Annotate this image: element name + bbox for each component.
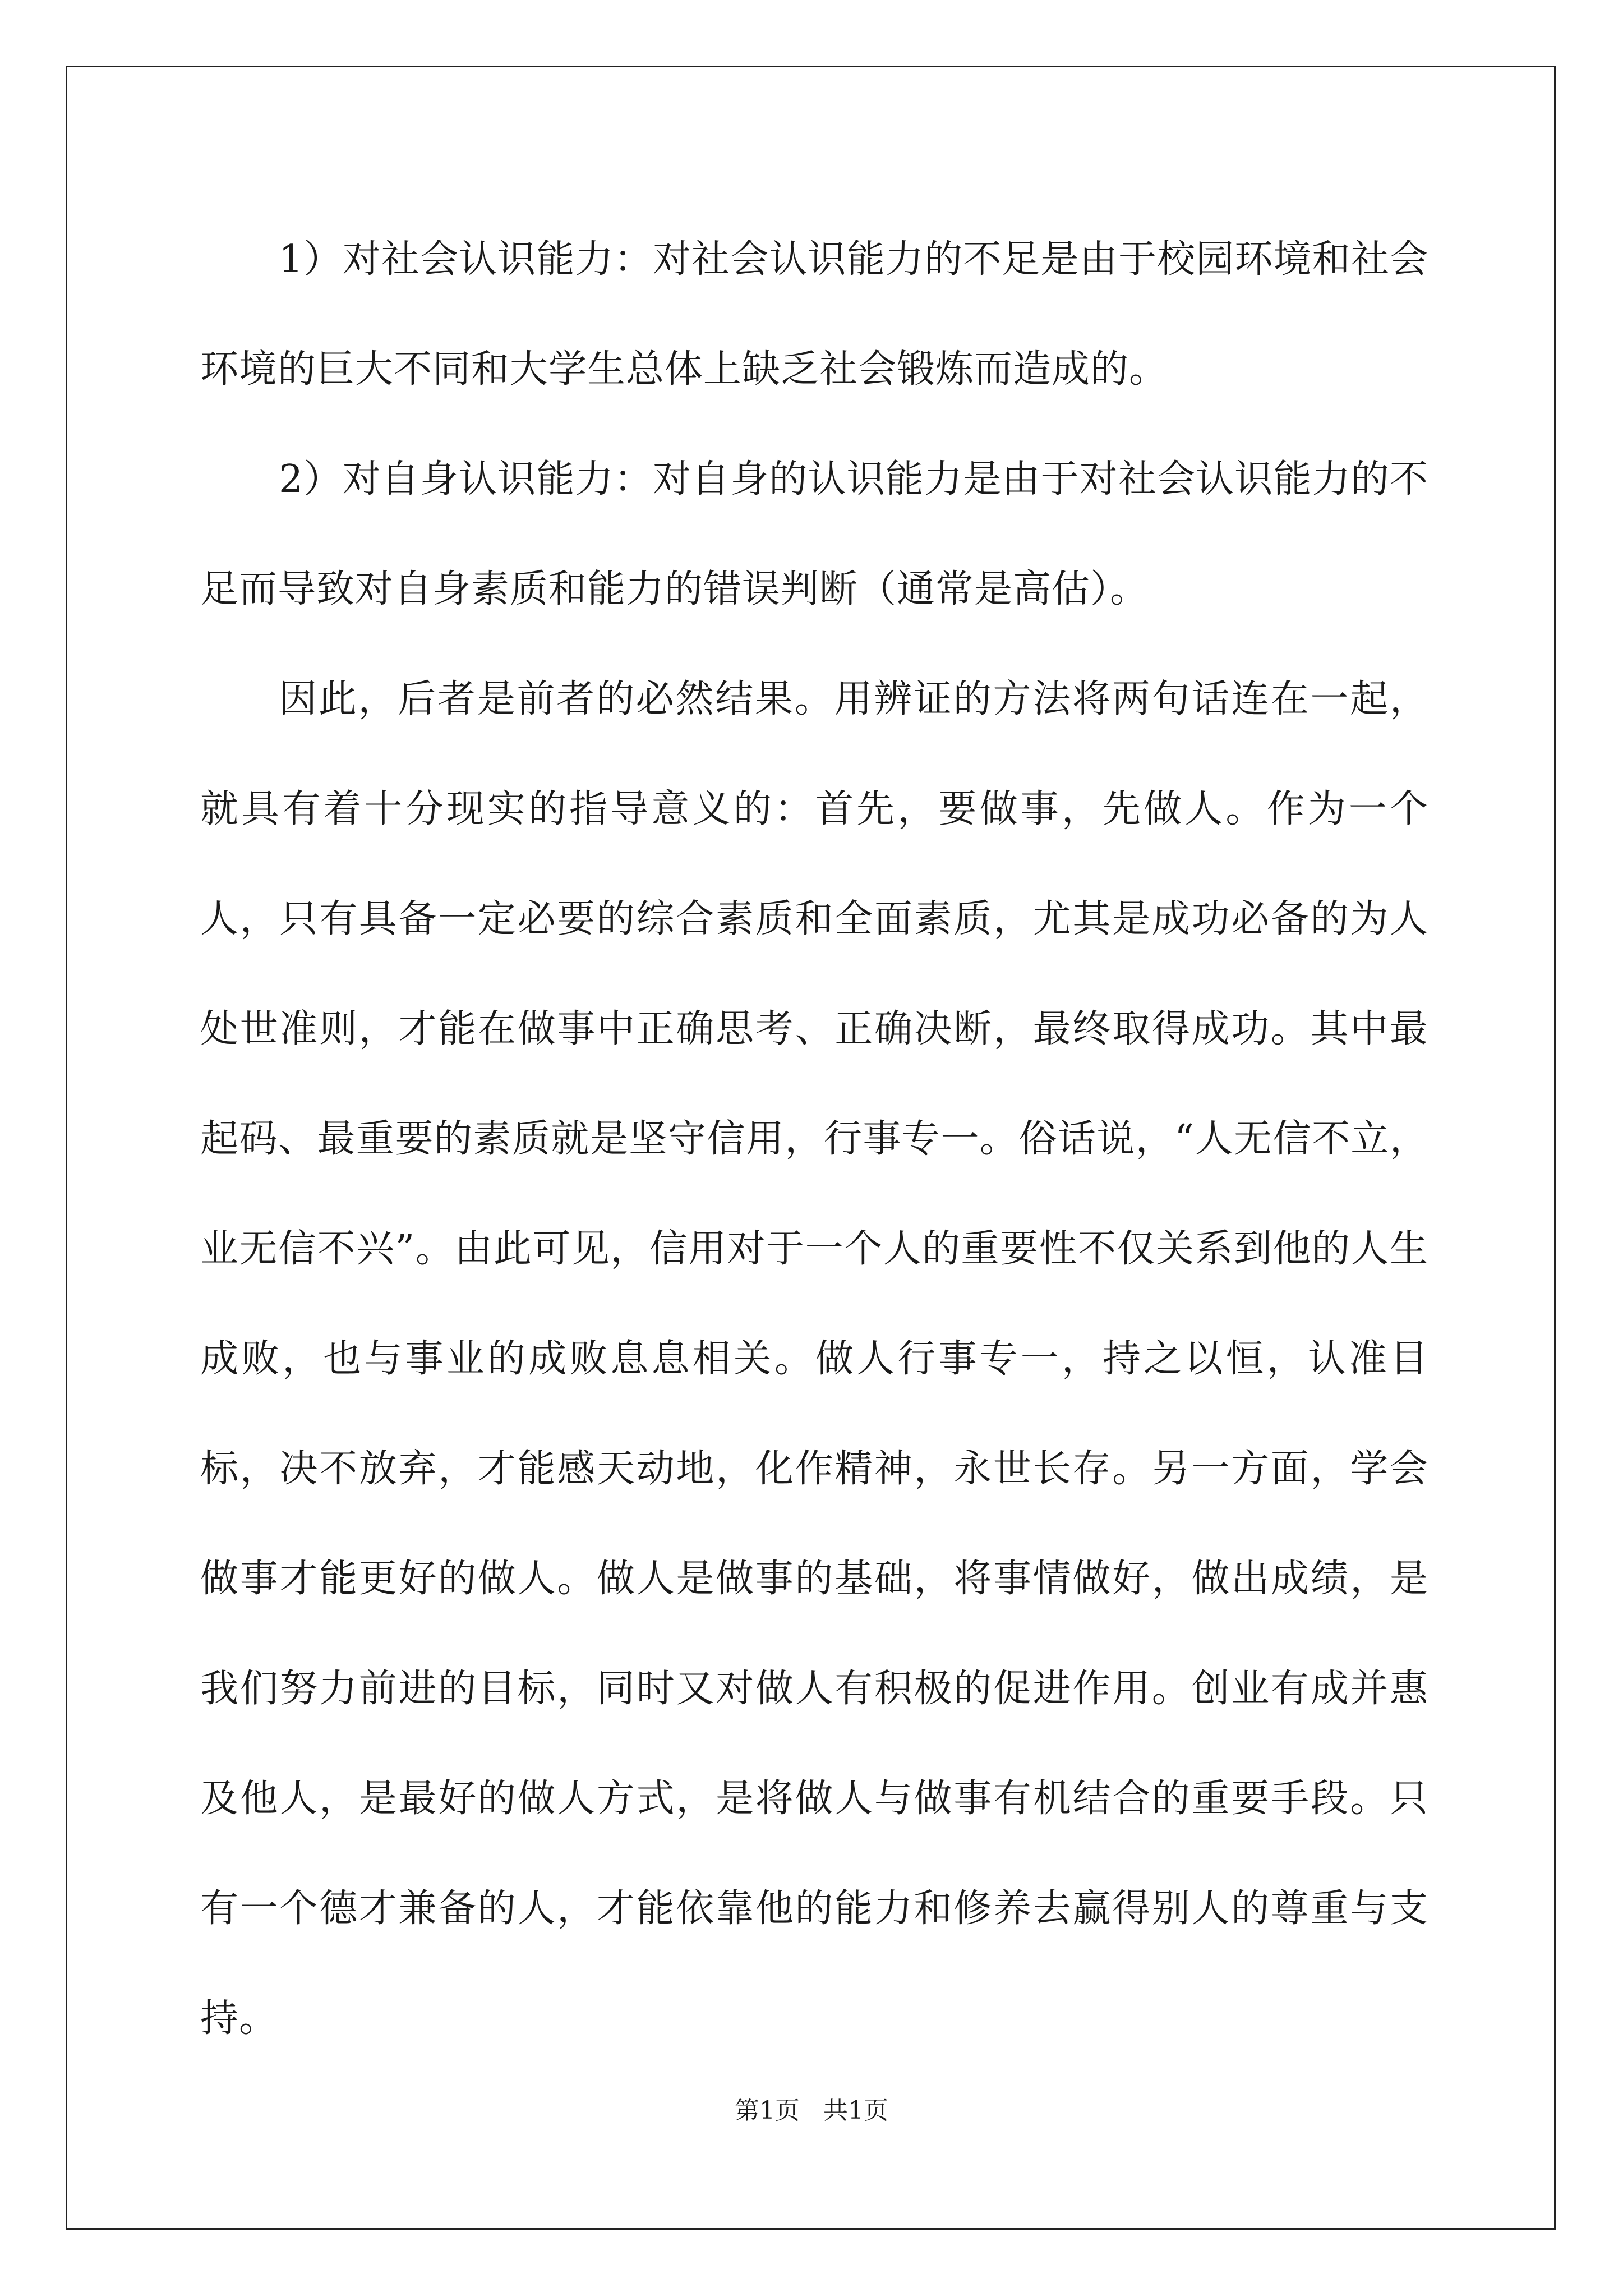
page-total: 共1页 — [823, 2096, 888, 2125]
paragraph-social-cognition: 1）对社会认识能力：对社会认识能力的不足是由于校园环境和社会环境的巨大不同和大学生总体上缺乏社会锻炼而造成的。 — [200, 237, 1428, 392]
paragraph-self-cognition: 2）对自身认识能力：对自身的认识能力是由于对社会认识能力的不足而导致对自身素质和能力的错误判断（通常是高估）。 — [200, 457, 1428, 611]
page-footer — [0, 2095, 1623, 2127]
paragraph-conclusion: 因此，后者是前者的必然结果。用辨证的方法将两句话连在一起，就具有着十分现实的指导意义的：首先，要做事，先做人。作为一个人，只有具备一定必要的综合素质和全面素质，尤其是成功必备的为人处世准则，才能在做事中正确思考、正确决断，最终取得成功。其中最起码、最重要的素质就是坚守信用，行事专一。俗话说，“人无信不立，业无信不兴”。由此可见，信用对于一个人的重要性不仅关系到他的人生成败，也与事业的成败息息相关。做人行事专一，持之以恒，认准目标，决不放弃，才能感天动地，化作精神，永世长存。另一方面，学会做事才能更好的做人。做人是做事的基础，将事情做好，做出成绩，是我们努力前进的目标，同时又对做人有积极的促进作用。创业有成并惠及他人，是最好的做人方式，是将做人与做事有机结合的重要手段。只有一个德才兼备的人，才能依靠他的能力和修养去赢得别人的尊重与支持。 — [200, 677, 1428, 2041]
document-body — [200, 205, 1428, 2074]
page-number: 第1页 — [735, 2096, 800, 2125]
